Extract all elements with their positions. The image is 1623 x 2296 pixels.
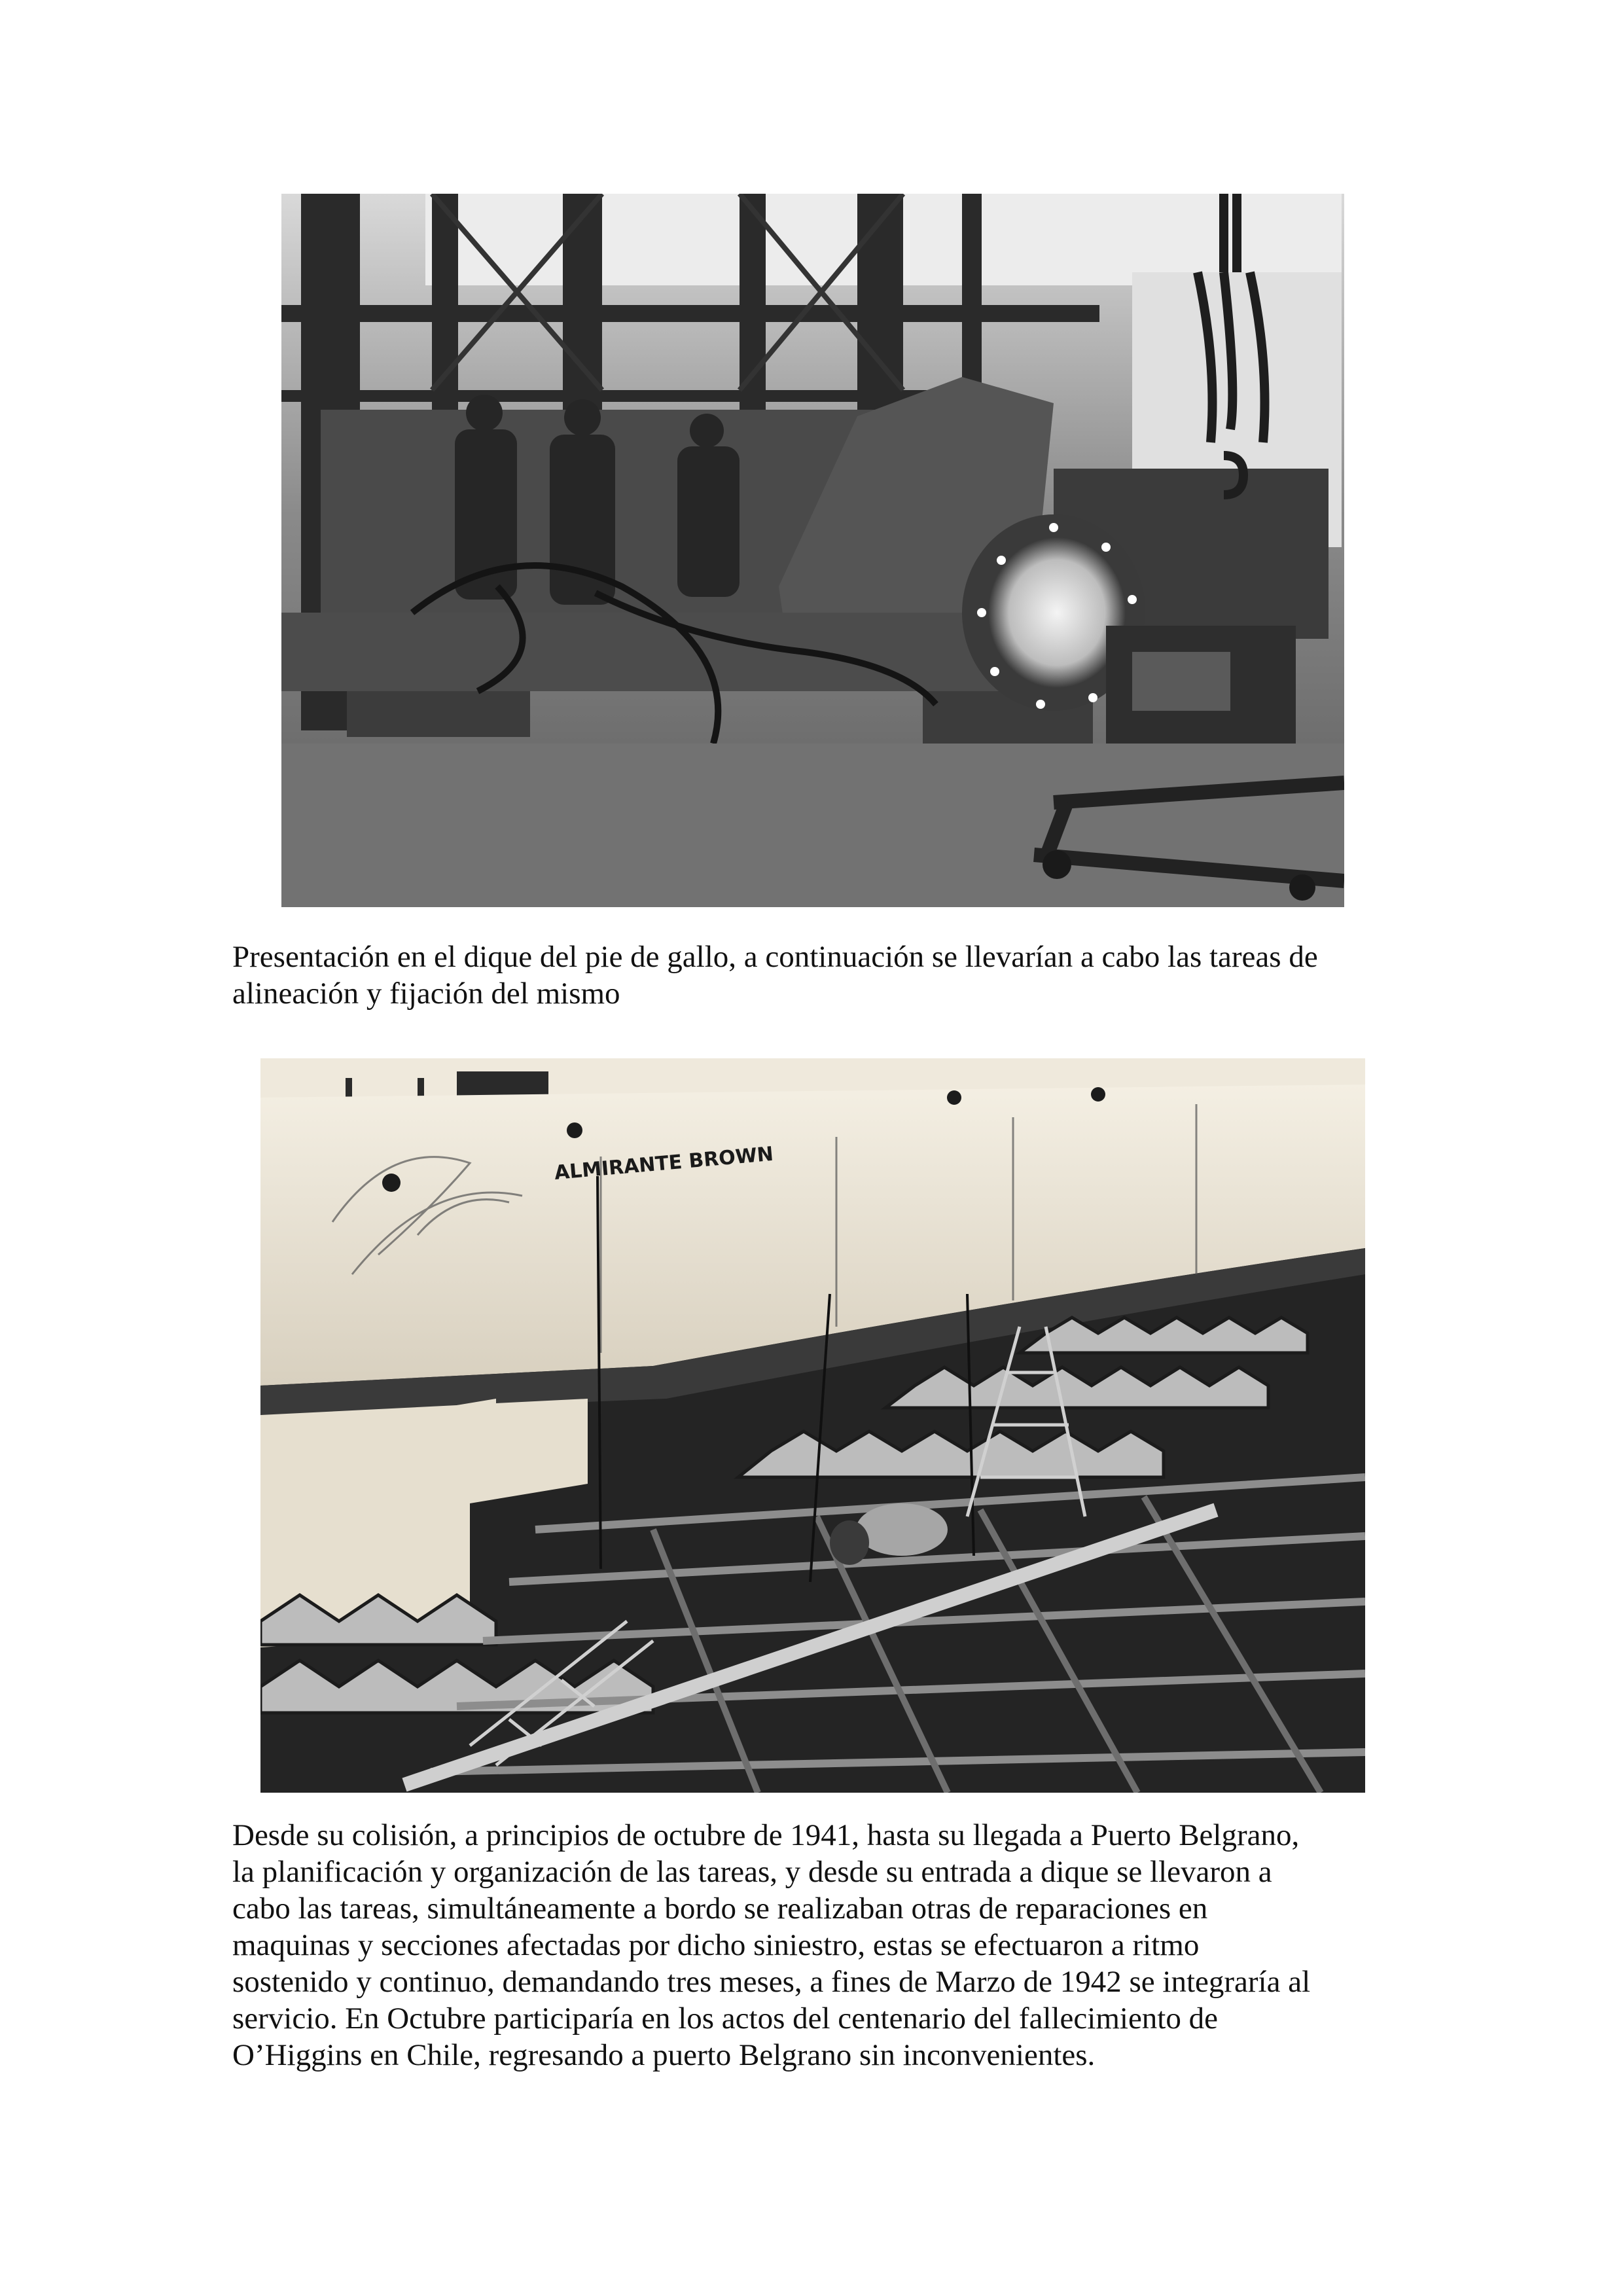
workshop-photo-illustration	[281, 194, 1344, 907]
photo-caption	[232, 939, 1404, 1012]
paragraph-line: maquinas y secciones afectadas por dicho siniestro, estas se efectuaron a ritmo	[232, 1928, 1200, 1962]
body-paragraph	[232, 1817, 1404, 2073]
paragraph-line: O’Higgins en Chile, regresando a puerto Belgrano sin inconvenientes.	[232, 2038, 1096, 2072]
hull-lettering: ALMIRANTE BROWN	[553, 1142, 775, 1185]
workshop-photo	[281, 194, 1344, 907]
caption-line: alineación y fijación del mismo	[232, 977, 620, 1011]
paragraph-line: Desde su colisión, a principios de octubre de 1941, hasta su llegada a Puerto Belgrano,	[232, 1818, 1300, 1852]
paragraph-line: cabo las tareas, simultáneamente a bordo se realizaban otras de reparaciones en	[232, 1892, 1208, 1926]
drydock-photo	[260, 1058, 1365, 1793]
caption-line: Presentación en el dique del pie de gallo, a continuación se llevarían a cabo las tareas de	[232, 940, 1318, 974]
paragraph-line: la planificación y organización de las tareas, y desde su entrada a dique se llevaron a	[232, 1855, 1272, 1889]
paragraph-line: sostenido y continuo, demandando tres meses, a fines de Marzo de 1942 se integraría al	[232, 1965, 1311, 1999]
paragraph-line: servicio. En Octubre participaría en los actos del centenario del fallecimiento de	[232, 2001, 1218, 2036]
drydock-photo-illustration	[260, 1058, 1365, 1793]
